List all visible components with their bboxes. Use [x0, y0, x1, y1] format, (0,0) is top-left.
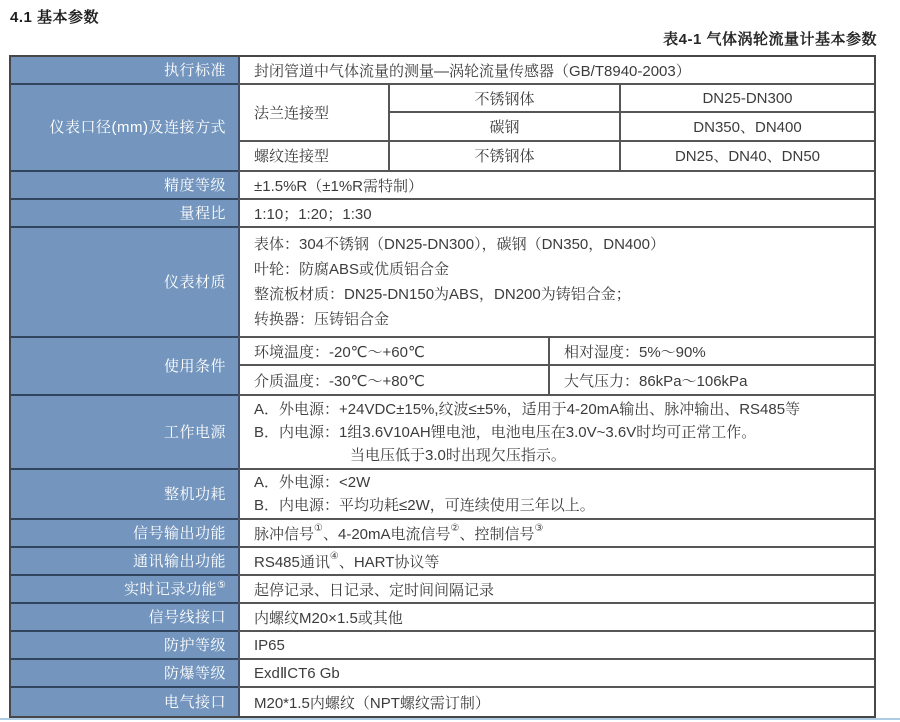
footnote-mark-2: ②: [450, 522, 460, 534]
row-record-label: 实时记录功能 ⑤: [11, 576, 238, 604]
row-electrical-label: 电气接口: [11, 688, 238, 716]
row-signal-port-value: 内螺纹M20×1.5或其他: [254, 609, 403, 627]
power-line: 当电压低于3.0时出现欠压指示。: [350, 446, 566, 464]
row-material-label: 仪表材质: [11, 228, 238, 338]
thread-connection-label: 螺纹连接型: [254, 148, 330, 166]
power-line: B．内电源：1组3.6V10AH锂电池，电池电压在3.0V~3.6V时均可正常工作。: [254, 423, 757, 441]
row-signal-port-label: 信号线接口: [11, 604, 238, 632]
diameter-subtable: [240, 85, 874, 170]
row-signal-output-label: 信号输出功能: [11, 520, 238, 548]
flange-ss-body: 不锈钢体: [388, 85, 619, 113]
row-conditions: [11, 338, 874, 396]
row-record: [11, 576, 874, 604]
row-signal-output: [11, 520, 874, 548]
table-caption: 表4-1 气体涡轮流量计基本参数: [663, 31, 877, 48]
row-accuracy-value: ±1.5%R（±1%R需特制）: [254, 177, 423, 195]
material-line: 转换器：压铸铝合金: [254, 311, 390, 328]
row-record-value: 起停记录、日记录、定时间间隔记录: [254, 581, 495, 599]
flange-cs-body: 碳钢: [388, 113, 619, 141]
row-consumption: [11, 470, 874, 520]
relative-humidity: 相对湿度：5%～90%: [548, 338, 874, 366]
flange-connection-label: 法兰连接型: [240, 85, 388, 142]
flange-ss-range: DN25-DN300: [619, 85, 874, 113]
row-power-value: [240, 396, 874, 468]
footnote-mark-3: ③: [534, 522, 544, 534]
consumption-line: A．外电源：<2W: [254, 474, 371, 491]
power-line: A．外电源：+24VDC±15%,纹波≤±5%，适用于4-20mA输出、脉冲输出、RS485等: [254, 400, 801, 418]
flange-cs-range: DN350、DN400: [619, 113, 874, 141]
footnote-mark-4: ④: [329, 550, 339, 562]
section-heading: 4.1 基本参数: [10, 9, 100, 26]
material-line: 整流板材质：DN25-DN150为ABS，DN200为铸铝合金；: [254, 286, 631, 303]
medium-temperature: 介质温度：-30℃～+80℃: [254, 372, 425, 390]
material-line: 表体：304不锈钢（DN25-DN300），碳钢（DN350，DN400）: [254, 236, 665, 253]
row-electrical: [11, 688, 874, 716]
row-material: [11, 228, 874, 338]
row-turndown-label: 量程比: [11, 200, 238, 228]
thread-range: DN25、DN40、DN50: [619, 142, 874, 170]
thread-body: 不锈钢体: [388, 142, 619, 170]
row-power-label: 工作电源: [11, 396, 238, 470]
consumption-line: B．内电源：平均功耗≤2W，可连续使用三年以上。: [254, 497, 595, 514]
row-accuracy: [11, 172, 874, 200]
conditions-subtable: [240, 338, 874, 394]
material-line: 叶轮：防腐ABS或优质铝合金: [254, 261, 450, 278]
row-electrical-value: M20*1.5内螺纹（NPT螺纹需订制）: [254, 694, 490, 712]
row-conditions-label: 使用条件: [11, 338, 238, 396]
ambient-temperature: 环境温度：-20℃～+60℃: [240, 338, 548, 366]
row-turndown: [11, 200, 874, 228]
row-power: [11, 396, 874, 470]
row-diameter: [11, 85, 874, 172]
footnote-mark-1: ①: [314, 522, 323, 534]
row-protection-label: 防护等级: [11, 632, 238, 660]
page-bottom-rule: [0, 718, 900, 720]
atmospheric-pressure: 大气压力：86kPa～106kPa: [548, 366, 874, 394]
footnote-mark-5: ⑤: [217, 579, 226, 591]
row-protection-value: IP65: [254, 636, 285, 654]
row-explosion-label: 防爆等级: [11, 660, 238, 688]
row-standard-label: 执行标准: [11, 57, 238, 85]
row-signal-port: [11, 604, 874, 632]
row-explosion-value: ExdⅡCT6 Gb: [254, 665, 340, 682]
row-standard-value: 封闭管道中气体流量的测量—涡轮流量传感器（GB/T8940-2003）: [254, 62, 691, 80]
row-protection: [11, 632, 874, 660]
row-comm-output-value: RS485通讯 ④ 、HART协议等: [254, 550, 440, 571]
row-diameter-label: 仪表口径(mm)及连接方式: [11, 85, 238, 172]
row-comm-output-label: 通讯输出功能: [11, 548, 238, 576]
row-signal-output-value: 脉冲信号 ① 、4-20mA电流信号 ② 、控制信号 ③: [254, 522, 544, 543]
row-accuracy-label: 精度等级: [11, 172, 238, 200]
row-explosion: [11, 660, 874, 688]
row-standard: [11, 57, 874, 85]
row-turndown-value: 1:10；1:20；1:30: [254, 205, 372, 223]
spec-table: [9, 55, 876, 718]
row-material-value: [240, 228, 874, 336]
row-comm-output: [11, 548, 874, 576]
row-consumption-value: [240, 470, 874, 518]
row-consumption-label: 整机功耗: [11, 470, 238, 520]
